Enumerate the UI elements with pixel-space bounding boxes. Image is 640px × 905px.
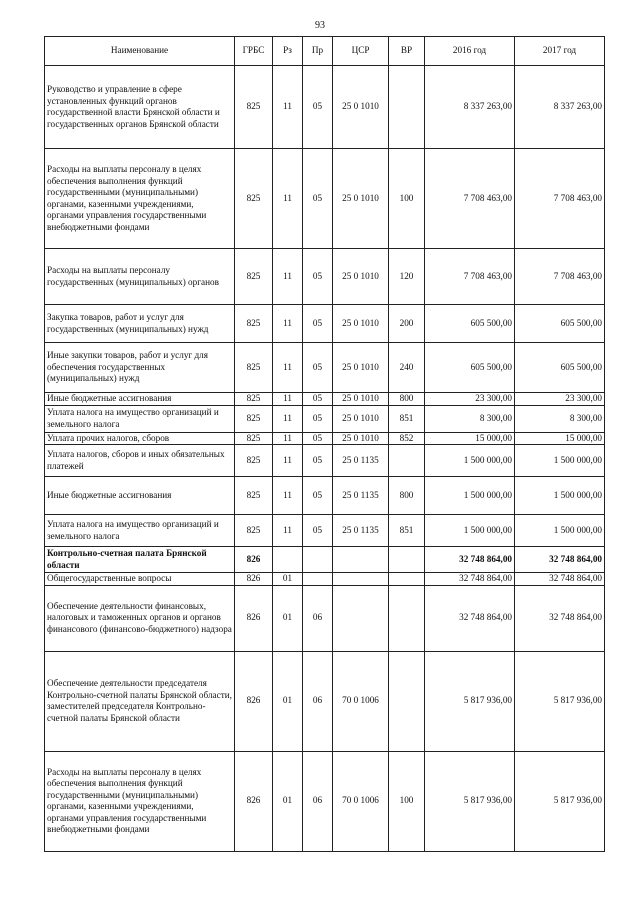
cell-rz: 11	[273, 66, 303, 149]
cell-vr: 240	[389, 343, 425, 393]
cell-rz: 11	[273, 249, 303, 305]
table-row	[45, 432, 605, 445]
cell-pr: 05	[303, 393, 333, 406]
cell-grbs: 825	[235, 445, 273, 477]
cell-csr: 25 0 1010	[333, 393, 389, 406]
table-row	[45, 573, 605, 586]
cell-y2016: 8 300,00	[425, 405, 515, 432]
cell-y2016: 15 000,00	[425, 432, 515, 445]
cell-y2016: 5 817 936,00	[425, 651, 515, 751]
cell-rz: 11	[273, 477, 303, 515]
cell-name: Уплата налога на имущество организаций и земельного налога	[45, 405, 235, 432]
table-row	[45, 249, 605, 305]
table-row	[45, 343, 605, 393]
cell-grbs: 825	[235, 149, 273, 249]
cell-vr	[389, 66, 425, 149]
cell-y2017: 7 708 463,00	[515, 149, 605, 249]
cell-name: Закупка товаров, работ и услуг для государственных (муниципальных) нужд	[45, 305, 235, 343]
cell-y2017: 32 748 864,00	[515, 547, 605, 573]
header-csr: ЦСР	[333, 37, 389, 66]
cell-rz: 11	[273, 305, 303, 343]
cell-grbs: 825	[235, 343, 273, 393]
cell-pr: 05	[303, 405, 333, 432]
cell-y2017: 1 500 000,00	[515, 477, 605, 515]
cell-y2016: 605 500,00	[425, 343, 515, 393]
cell-pr: 06	[303, 751, 333, 851]
cell-csr: 25 0 1010	[333, 305, 389, 343]
cell-csr: 25 0 1135	[333, 477, 389, 515]
cell-y2017: 32 748 864,00	[515, 585, 605, 651]
table-row	[45, 585, 605, 651]
cell-grbs: 826	[235, 573, 273, 586]
cell-pr: 05	[303, 66, 333, 149]
header-2017: 2017 год	[515, 37, 605, 66]
cell-pr: 06	[303, 651, 333, 751]
cell-rz: 11	[273, 149, 303, 249]
cell-name: Уплата налога на имущество организаций и земельного налога	[45, 515, 235, 547]
table-row	[45, 393, 605, 406]
cell-vr	[389, 651, 425, 751]
header-pr: Пр	[303, 37, 333, 66]
table-row	[45, 651, 605, 751]
cell-pr	[303, 573, 333, 586]
cell-grbs: 825	[235, 405, 273, 432]
header-row	[45, 37, 605, 66]
cell-name: Иные бюджетные ассигнования	[45, 393, 235, 406]
cell-y2017: 605 500,00	[515, 305, 605, 343]
cell-grbs: 825	[235, 393, 273, 406]
cell-rz: 01	[273, 585, 303, 651]
cell-pr: 05	[303, 477, 333, 515]
cell-grbs: 826	[235, 585, 273, 651]
cell-y2016: 605 500,00	[425, 305, 515, 343]
cell-csr: 70 0 1006	[333, 651, 389, 751]
header-grbs: ГРБС	[235, 37, 273, 66]
cell-y2016: 32 748 864,00	[425, 573, 515, 586]
table-row	[45, 477, 605, 515]
cell-vr: 800	[389, 393, 425, 406]
cell-vr: 852	[389, 432, 425, 445]
cell-y2016: 32 748 864,00	[425, 585, 515, 651]
cell-rz: 11	[273, 432, 303, 445]
cell-name: Уплата налогов, сборов и иных обязательных платежей	[45, 445, 235, 477]
cell-y2016: 1 500 000,00	[425, 477, 515, 515]
cell-name: Общегосударственные вопросы	[45, 573, 235, 586]
table-row	[45, 405, 605, 432]
cell-y2017: 5 817 936,00	[515, 651, 605, 751]
cell-pr: 05	[303, 515, 333, 547]
cell-grbs: 826	[235, 547, 273, 573]
table-body	[45, 66, 605, 852]
cell-y2016: 1 500 000,00	[425, 445, 515, 477]
cell-rz: 11	[273, 515, 303, 547]
header-name: Наименование	[45, 37, 235, 66]
cell-y2017: 1 500 000,00	[515, 445, 605, 477]
cell-grbs: 825	[235, 477, 273, 515]
cell-y2016: 8 337 263,00	[425, 66, 515, 149]
cell-csr	[333, 585, 389, 651]
cell-rz	[273, 547, 303, 573]
cell-rz: 11	[273, 405, 303, 432]
cell-pr: 05	[303, 249, 333, 305]
cell-vr: 851	[389, 405, 425, 432]
cell-rz: 01	[273, 573, 303, 586]
cell-y2017: 7 708 463,00	[515, 249, 605, 305]
cell-y2016: 32 748 864,00	[425, 547, 515, 573]
cell-y2017: 8 337 263,00	[515, 66, 605, 149]
cell-name: Расходы на выплаты персоналу в целях обеспечения выполнения функций государственными (муниципальными) органами, казенными учреждениями, органами управления государственными внебюджетными фондами	[45, 751, 235, 851]
cell-csr: 25 0 1010	[333, 149, 389, 249]
cell-csr: 25 0 1010	[333, 432, 389, 445]
cell-y2016: 5 817 936,00	[425, 751, 515, 851]
header-rz: Рз	[273, 37, 303, 66]
cell-grbs: 825	[235, 515, 273, 547]
table-row	[45, 66, 605, 149]
cell-rz: 01	[273, 651, 303, 751]
cell-y2017: 15 000,00	[515, 432, 605, 445]
cell-vr: 100	[389, 149, 425, 249]
cell-name: Иные бюджетные ассигнования	[45, 477, 235, 515]
cell-pr: 05	[303, 445, 333, 477]
cell-vr	[389, 445, 425, 477]
cell-csr: 25 0 1135	[333, 445, 389, 477]
table-row	[45, 149, 605, 249]
cell-csr: 25 0 1010	[333, 249, 389, 305]
cell-rz: 11	[273, 343, 303, 393]
cell-y2017: 5 817 936,00	[515, 751, 605, 851]
cell-y2016: 7 708 463,00	[425, 149, 515, 249]
cell-pr	[303, 547, 333, 573]
cell-name: Обеспечение деятельности председателя Контрольно-счетной палаты Брянской области, заместителей председателя Контрольно-счетной палаты Брянской области	[45, 651, 235, 751]
cell-y2017: 32 748 864,00	[515, 573, 605, 586]
page-number: 93	[315, 20, 325, 31]
table-row	[45, 305, 605, 343]
cell-vr: 851	[389, 515, 425, 547]
cell-name: Расходы на выплаты персоналу в целях обеспечения выполнения функций государственными (муниципальными) органами, казенными учреждениями, органами управления государственными внебюджетными фондами	[45, 149, 235, 249]
cell-pr: 05	[303, 432, 333, 445]
cell-name: Контрольно-счетная палата Брянской области	[45, 547, 235, 573]
cell-y2017: 23 300,00	[515, 393, 605, 406]
cell-y2016: 1 500 000,00	[425, 515, 515, 547]
cell-vr	[389, 547, 425, 573]
cell-name: Уплата прочих налогов, сборов	[45, 432, 235, 445]
cell-y2017: 8 300,00	[515, 405, 605, 432]
cell-rz: 11	[273, 393, 303, 406]
cell-vr: 100	[389, 751, 425, 851]
cell-csr	[333, 573, 389, 586]
cell-vr	[389, 573, 425, 586]
table-row	[45, 515, 605, 547]
cell-y2016: 23 300,00	[425, 393, 515, 406]
cell-grbs: 825	[235, 432, 273, 445]
cell-grbs: 825	[235, 305, 273, 343]
cell-pr: 06	[303, 585, 333, 651]
cell-vr	[389, 585, 425, 651]
cell-grbs: 826	[235, 651, 273, 751]
cell-pr: 05	[303, 149, 333, 249]
cell-pr: 05	[303, 305, 333, 343]
cell-csr	[333, 547, 389, 573]
table-row	[45, 445, 605, 477]
cell-y2016: 7 708 463,00	[425, 249, 515, 305]
cell-y2017: 605 500,00	[515, 343, 605, 393]
cell-csr: 70 0 1006	[333, 751, 389, 851]
cell-pr: 05	[303, 343, 333, 393]
cell-csr: 25 0 1010	[333, 405, 389, 432]
cell-name: Обеспечение деятельности финансовых, налоговых и таможенных органов и органов финансового (финансово-бюджетного) надзора	[45, 585, 235, 651]
cell-csr: 25 0 1135	[333, 515, 389, 547]
cell-y2017: 1 500 000,00	[515, 515, 605, 547]
table-row	[45, 547, 605, 573]
header-vr: ВР	[389, 37, 425, 66]
cell-rz: 11	[273, 445, 303, 477]
cell-csr: 25 0 1010	[333, 343, 389, 393]
cell-grbs: 825	[235, 66, 273, 149]
cell-grbs: 825	[235, 249, 273, 305]
table-row	[45, 751, 605, 851]
cell-vr: 120	[389, 249, 425, 305]
cell-name: Расходы на выплаты персоналу государственных (муниципальных) органов	[45, 249, 235, 305]
cell-rz: 01	[273, 751, 303, 851]
cell-name: Руководство и управление в сфере установленных функций органов государственной власти Брянской области и государственных органов Брянской области	[45, 66, 235, 149]
header-2016: 2016 год	[425, 37, 515, 66]
cell-csr: 25 0 1010	[333, 66, 389, 149]
cell-name: Иные закупки товаров, работ и услуг для обеспечения государственных (муниципальных) нужд	[45, 343, 235, 393]
cell-grbs: 826	[235, 751, 273, 851]
cell-vr: 800	[389, 477, 425, 515]
cell-vr: 200	[389, 305, 425, 343]
budget-table	[44, 36, 605, 852]
